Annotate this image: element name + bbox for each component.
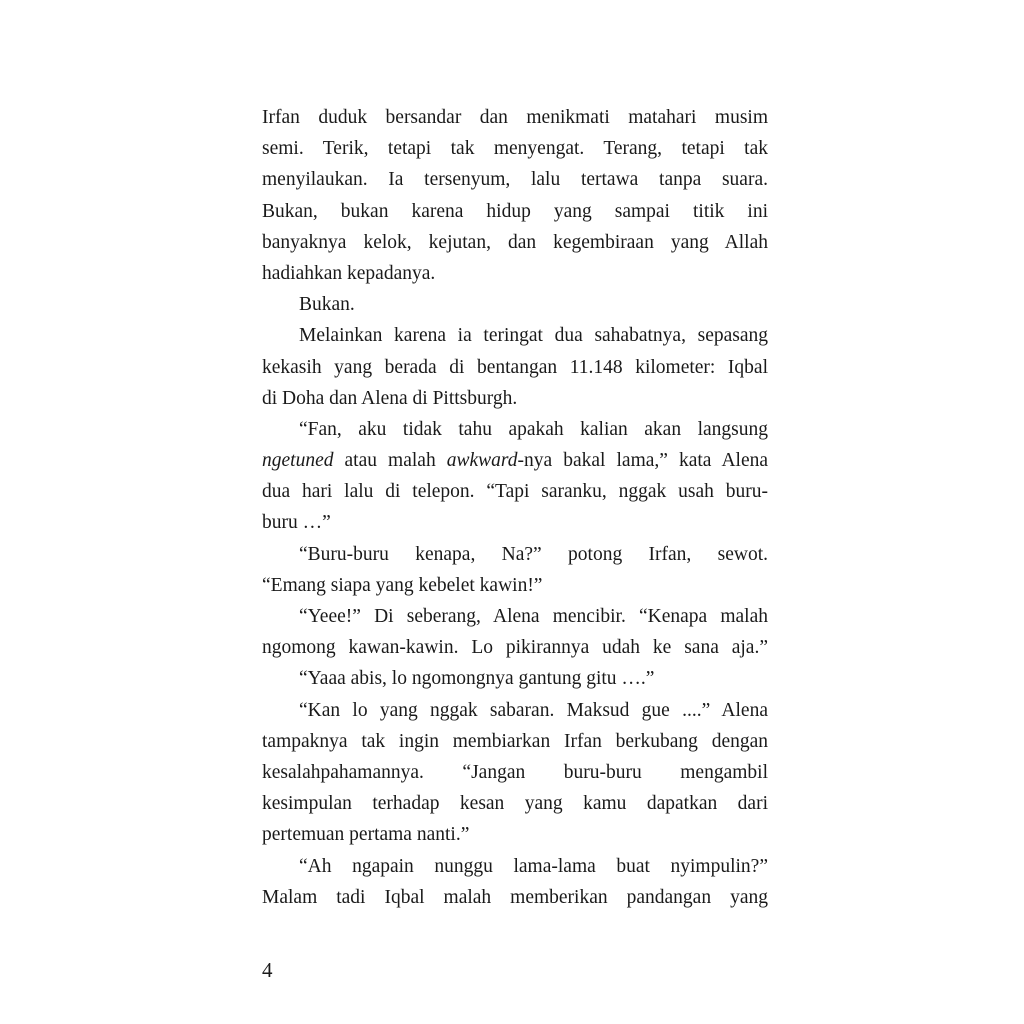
text-line: dua hari lalu di telepon. “Tapi saranku, nggak usah buru- xyxy=(262,481,768,503)
text-line: semi. Terik, tetapi tak menyengat. Terang, tetapi tak xyxy=(262,138,768,160)
text-line: Malam tadi Iqbal malah memberikan pandangan yang xyxy=(262,886,768,908)
text-line: kekasih yang berada di bentangan 11.148 kilometer: Iqbal xyxy=(262,356,768,378)
text-line: “Yaaa abis, lo ngomongnya gantung gitu ….” xyxy=(299,668,655,690)
text-line: Melainkan karena ia teringat dua sahabatnya, sepasang xyxy=(299,325,768,347)
text-line: pertemuan pertama nanti.” xyxy=(262,824,470,846)
text-line: banyaknya kelok, kejutan, dan kegembiraan yang Allah xyxy=(262,231,768,253)
text-line: ngomong kawan-kawin. Lo pikirannya udah ke sana aja.” xyxy=(262,637,768,659)
book-page-body xyxy=(262,102,768,913)
text-line: “Buru-buru kenapa, Na?” potong Irfan, sewot. xyxy=(299,543,768,565)
text-line: menyilaukan. Ia tersenyum, lalu tertawa tanpa suara. xyxy=(262,169,768,191)
text-line: di Doha dan Alena di Pittsburgh. xyxy=(262,387,518,409)
text-line: “Ah ngapain nunggu lama-lama buat nyimpulin?” xyxy=(299,855,768,877)
page-number: 4 xyxy=(262,958,273,982)
text-line: “Yeee!” Di seberang, Alena mencibir. “Kenapa malah xyxy=(299,606,768,627)
text-line: tampaknya tak ingin membiarkan Irfan berkubang dengan xyxy=(262,730,768,752)
text-line: ngetuned atau malah awkward-nya bakal lama,” kata Alena xyxy=(262,450,768,472)
text-line: kesimpulan terhadap kesan yang kamu dapatkan dari xyxy=(262,793,768,815)
text-line: hadiahkan kepadanya. xyxy=(262,262,436,284)
text-line: kesalahpahamannya. “Jangan buru-buru mengambil xyxy=(262,761,768,783)
text-line: “Fan, aku tidak tahu apakah kalian akan langsung xyxy=(299,418,768,440)
text-line: Bukan, bukan karena hidup yang sampai titik ini xyxy=(262,200,768,222)
text-line: Bukan. xyxy=(299,294,355,316)
text-line: buru …” xyxy=(262,512,331,534)
text-line: Irfan duduk bersandar dan menikmati matahari musim xyxy=(262,107,768,128)
text-line: “Emang siapa yang kebelet kawin!” xyxy=(262,574,543,596)
text-line: “Kan lo yang nggak sabaran. Maksud gue ....” Alena xyxy=(299,699,768,721)
